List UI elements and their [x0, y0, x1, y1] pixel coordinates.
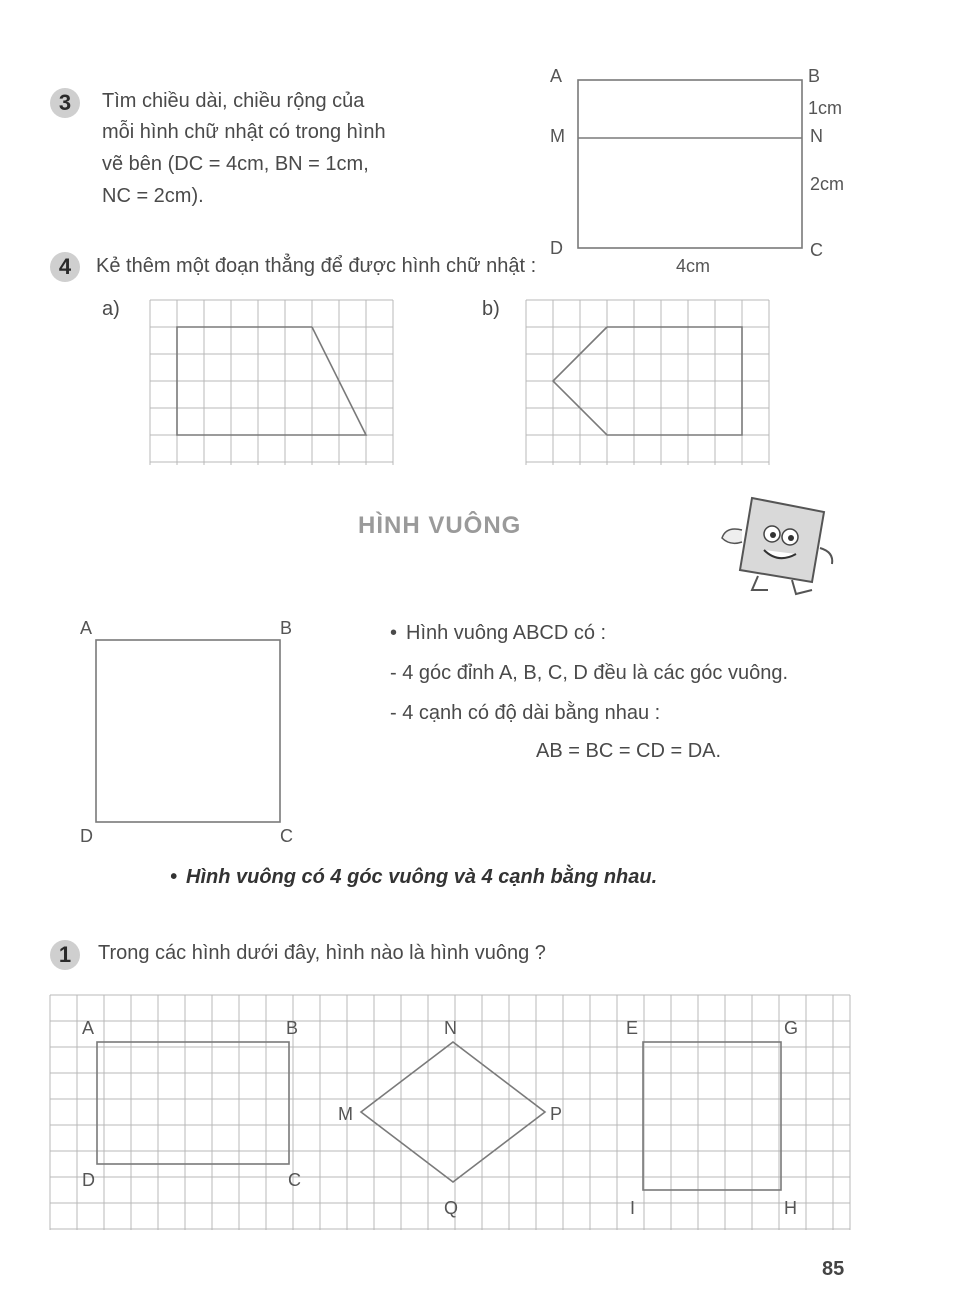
ex3-measure-bn: 1cm: [808, 98, 843, 118]
square-label-c: C: [280, 826, 293, 846]
ex3-label-b: B: [808, 66, 821, 86]
exercise-4a-grid: [140, 295, 400, 475]
square-point-angles: - 4 góc đỉnh A, B, C, D đều là các góc vuông.: [390, 662, 789, 684]
ex1-label-m: M: [338, 1104, 353, 1124]
ex1-label-d: D: [82, 1170, 95, 1190]
ex1-label-a: A: [82, 1018, 95, 1038]
section-title: HÌNH VUÔNG: [358, 512, 522, 539]
exercise-4-text: Kẻ thêm một đoạn thẳng để được hình chữ nhật :: [96, 255, 537, 277]
exercise-3-text-line-4: NC = 2cm).: [102, 185, 204, 207]
page-number: 85: [822, 1258, 845, 1280]
square-rule: Hình vuông có 4 góc vuông và 4 cạnh bằng nhau.: [186, 866, 658, 888]
square-rule-bullet: •: [170, 866, 178, 888]
exercise-1-badge: 1: [50, 940, 80, 970]
figure-eghi-rectangle: [643, 1042, 781, 1190]
ex1-label-g: G: [784, 1018, 799, 1038]
square-label-d: D: [80, 826, 93, 846]
figure-abcd-rectangle: [97, 1042, 289, 1164]
ex3-measure-dc: 4cm: [676, 256, 711, 276]
exercise-3-text-line-1: Tìm chiều dài, chiều rộng của: [102, 90, 365, 112]
exercise-3-text-line-2: mỗi hình chữ nhật có trong hình: [102, 121, 386, 143]
square-equation: AB = BC = CD = DA.: [536, 740, 722, 762]
ex1-label-p: P: [550, 1104, 563, 1124]
ex3-label-m: M: [550, 126, 565, 146]
square-point-sides: - 4 cạnh có độ dài bằng nhau :: [390, 702, 661, 724]
ex1-label-q: Q: [444, 1198, 459, 1218]
ex1-label-n: N: [444, 1018, 457, 1038]
exercise-1-text: Trong các hình dưới đây, hình nào là hình vuông ?: [98, 942, 546, 964]
ex3-label-c: C: [810, 240, 823, 260]
exercise-4-badge: 4: [50, 252, 80, 282]
square-intro: Hình vuông ABCD có :: [406, 622, 607, 644]
square-mascot-icon: [712, 490, 842, 600]
square-label-b: B: [280, 618, 293, 638]
exercise-3-text-line-3: vẽ bên (DC = 4cm, BN = 1cm,: [102, 153, 369, 175]
rectangle-abcd: [578, 80, 802, 248]
ex3-label-d: D: [550, 238, 563, 258]
ex3-label-a: A: [550, 66, 563, 86]
ex1-label-i: I: [630, 1198, 636, 1218]
square-label-a: A: [80, 618, 93, 638]
ex1-label-h: H: [784, 1198, 797, 1218]
ex3-measure-nc: 2cm: [810, 174, 845, 194]
ex1-label-e: E: [626, 1018, 639, 1038]
exercise-4b-grid: [520, 295, 780, 475]
ex1-label-c: C: [288, 1170, 301, 1190]
square-bullet: •: [390, 622, 398, 644]
figure-mnpq-rhombus: [361, 1042, 545, 1182]
exercise-4-part-b-label: b): [482, 298, 500, 320]
ex3-label-n: N: [810, 126, 823, 146]
exercise-4-part-a-label: a): [102, 298, 120, 320]
exercise-3-badge: 3: [50, 88, 80, 118]
square-abcd: [96, 640, 280, 822]
ex1-label-b: B: [286, 1018, 299, 1038]
